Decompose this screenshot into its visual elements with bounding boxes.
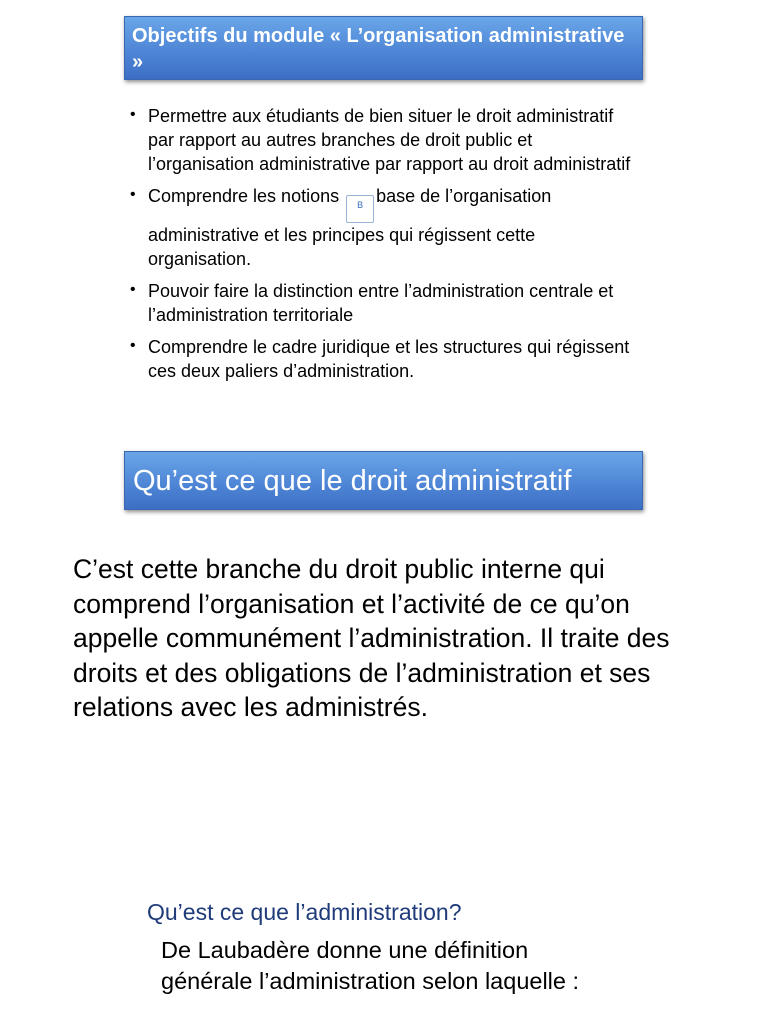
objective-item (130, 184, 640, 271)
laubadere-paragraph: De Laubadère donne une définition générale l’administration selon laquelle : (161, 937, 580, 994)
administration-subheading: Qu’est ce que l’administration? (147, 899, 462, 925)
objective-text: Comprendre les notions (148, 186, 340, 206)
definition-paragraph: C’est cette branche du droit public interne qui comprend l’organisation et l’activité de ce qu’on appelle communément l’administration. Il traite des droits et des obligations de l’administration et ses relations avec les administrés. (73, 554, 670, 722)
objective-text: Comprendre le cadre juridique et les structures qui régissent ces deux paliers d’administration. (148, 337, 630, 381)
objective-item (130, 335, 640, 383)
objective-text: Permettre aux étudiants de bien situer le droit administratif par rapport au autres branches de droit public et l’organisation administrative par rapport au droit administratif (148, 106, 631, 174)
missing-glyph-icon: B (346, 195, 374, 223)
objectives-list (130, 104, 640, 391)
objective-text-cont: base de l’organisation administrative et les principes qui régissent cette organisation. (148, 186, 552, 269)
section-title: Qu’est ce que le droit administratif (124, 451, 643, 510)
module-objectives-title: Objectifs du module « L’organisation administrative » (124, 16, 643, 80)
objective-item (130, 279, 640, 327)
objective-item (130, 104, 640, 176)
objective-text: Pouvoir faire la distinction entre l’administration centrale et l’administration territoriale (148, 281, 614, 325)
